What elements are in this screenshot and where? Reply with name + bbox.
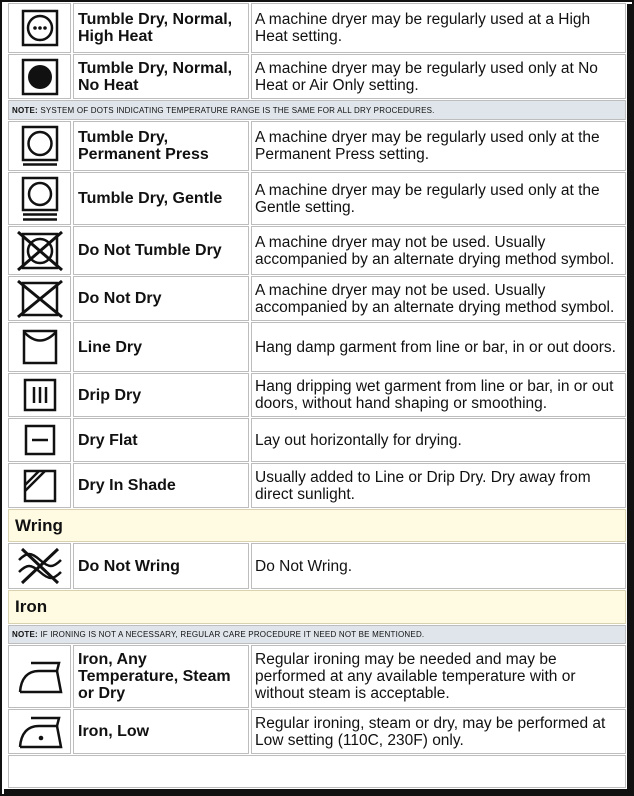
- symbol-name: Tumble Dry, Normal, No Heat: [73, 54, 249, 99]
- symbol-name: Tumble Dry, Normal, High Heat: [73, 3, 249, 53]
- dry-in-shade-icon: [23, 469, 57, 503]
- symbol-name: Tumble Dry, Gentle: [73, 172, 249, 225]
- section-heading-wring: Wring: [8, 509, 626, 542]
- symbol-description: A machine dryer may be regularly used only at No Heat or Air Only setting.: [251, 54, 626, 99]
- symbol-name: Dry Flat: [73, 418, 249, 462]
- symbol-description: A machine dryer may be regularly used only at the Permanent Press setting.: [251, 121, 626, 171]
- table-row: [8, 276, 626, 321]
- do-not-wring-icon: [14, 546, 66, 586]
- frame-shadow-right: [627, 4, 634, 796]
- symbol-description: A machine dryer may be regularly used at a High Heat setting.: [251, 3, 626, 53]
- table-row: [8, 463, 626, 508]
- tumble-dry-high-heat-icon: [21, 9, 59, 47]
- table-row: [8, 709, 626, 754]
- symbol-description: Hang dripping wet garment from line or bar, in or out doors, without hand shaping or smoothing.: [251, 373, 626, 417]
- table-row: [8, 645, 626, 708]
- symbol-description: A machine dryer may not be used. Usually accompanied by an alternate drying method symbol.: [251, 226, 626, 275]
- dry-flat-icon: [24, 424, 56, 456]
- note-dry: [8, 100, 626, 120]
- note-label: NOTE:: [12, 105, 38, 115]
- symbol-name: Do Not Tumble Dry: [73, 226, 249, 275]
- frame-shadow-bottom: [4, 789, 634, 796]
- symbol-description: Lay out horizontally for drying.: [251, 418, 626, 462]
- symbol-name: Iron, Low: [73, 709, 249, 754]
- symbol-description: Regular ironing may be needed and may be performed at any available temperature with or without steam is acceptable.: [251, 645, 626, 708]
- symbol-name: Do Not Wring: [73, 543, 249, 589]
- symbol-name: Iron, Any Temperature, Steam or Dry: [73, 645, 249, 708]
- symbol-description: Regular ironing, steam or dry, may be performed at Low setting (110C, 230F) only.: [251, 709, 626, 754]
- table-row: [8, 226, 626, 275]
- note-text: SYSTEM OF DOTS INDICATING TEMPERATURE RANGE IS THE SAME FOR ALL DRY PROCEDURES.: [40, 105, 435, 115]
- note-iron: [8, 625, 626, 644]
- empty-row: [8, 755, 626, 788]
- table-row: [8, 3, 626, 53]
- table-row: [8, 373, 626, 417]
- symbol-name: Do Not Dry: [73, 276, 249, 321]
- table-row: [8, 322, 626, 372]
- symbol-description: Usually added to Line or Drip Dry. Dry away from direct sunlight.: [251, 463, 626, 508]
- drip-dry-icon: [23, 378, 57, 412]
- iron-any-temperature-icon: [17, 659, 63, 695]
- symbol-name: Line Dry: [73, 322, 249, 372]
- symbol-description: Do Not Wring.: [251, 543, 626, 589]
- iron-low-icon: [17, 714, 63, 750]
- do-not-tumble-dry-icon: [15, 230, 65, 272]
- line-dry-icon: [22, 329, 58, 365]
- note-text: IF IRONING IS NOT A NECESSARY, REGULAR CARE PROCEDURE IT NEED NOT BE MENTIONED.: [40, 630, 425, 639]
- note-label: NOTE:: [12, 630, 38, 639]
- symbol-description: Hang damp garment from line or bar, in or out doors.: [251, 322, 626, 372]
- do-not-dry-icon: [15, 279, 65, 319]
- symbol-description: A machine dryer may be regularly used only at the Gentle setting.: [251, 172, 626, 225]
- tumble-dry-no-heat-icon: [21, 58, 59, 96]
- symbol-description: A machine dryer may not be used. Usually accompanied by an alternate drying method symbol.: [251, 276, 626, 321]
- tumble-dry-gentle-icon: [21, 176, 59, 222]
- tumble-dry-permanent-press-icon: [21, 125, 59, 167]
- table-row: [8, 54, 626, 99]
- table-row: [8, 121, 626, 171]
- symbol-name: Tumble Dry, Permanent Press: [73, 121, 249, 171]
- symbol-name: Drip Dry: [73, 373, 249, 417]
- table-row: [8, 543, 626, 589]
- section-heading-iron: Iron: [8, 590, 626, 624]
- table-row: [8, 418, 626, 462]
- symbol-name: Dry In Shade: [73, 463, 249, 508]
- table-row: [8, 172, 626, 225]
